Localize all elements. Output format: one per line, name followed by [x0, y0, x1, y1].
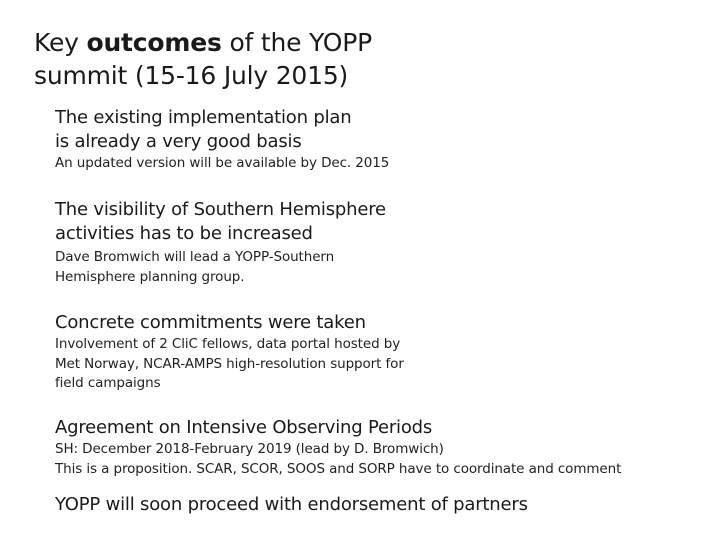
outcome-heading	[55, 198, 695, 246]
title-line-1	[34, 26, 372, 59]
heading-line: The visibility of Southern Hemisphere	[55, 199, 386, 220]
detail-line: Dave Bromwich will lead a YOPP-Southern	[55, 249, 335, 265]
heading-line: is already a very good basis	[55, 131, 302, 152]
title-pre: Key	[34, 28, 87, 57]
detail-line: An updated version will be available by Dec. 2015	[55, 155, 390, 171]
detail-line: This is a proposition. SCAR, SCOR, SOOS and SORP have to coordinate and comment	[55, 460, 622, 477]
outcome-detail	[55, 335, 695, 394]
slide-title	[34, 26, 372, 92]
outcome-detail	[55, 248, 695, 287]
outcome-item-4	[55, 416, 695, 479]
outcome-heading	[55, 106, 695, 154]
detail-line: Involvement of 2 CliC fellows, data portal hosted by	[55, 336, 401, 352]
title-line-2: summit (15-16 July 2015)	[34, 61, 349, 90]
detail-line: Hemisphere planning group.	[55, 268, 245, 285]
heading-line: The existing implementation plan	[55, 107, 352, 128]
outcome-item-3	[55, 311, 695, 394]
detail-line: field campaigns	[55, 375, 161, 391]
outcome-heading	[55, 311, 695, 335]
heading-line: activities has to be increased	[55, 223, 313, 244]
heading-line: Agreement on Intensive Observing Periods	[55, 417, 433, 438]
title-post: of the YOPP	[221, 28, 373, 57]
title-bold-word: outcomes	[86, 28, 222, 57]
outcome-heading	[55, 416, 695, 440]
closing-statement: YOPP will soon proceed with endorsement of partners	[55, 494, 528, 515]
outcome-detail	[55, 440, 695, 479]
outcome-detail	[55, 154, 695, 174]
detail-line: Met Norway, NCAR-AMPS high-resolution support for	[55, 355, 404, 372]
outcome-item-2	[55, 198, 695, 287]
heading-line: Concrete commitments were taken	[55, 312, 366, 333]
detail-line: SH: December 2018-February 2019 (lead by D. Bromwich)	[55, 441, 444, 457]
outcome-item-1	[55, 106, 695, 174]
